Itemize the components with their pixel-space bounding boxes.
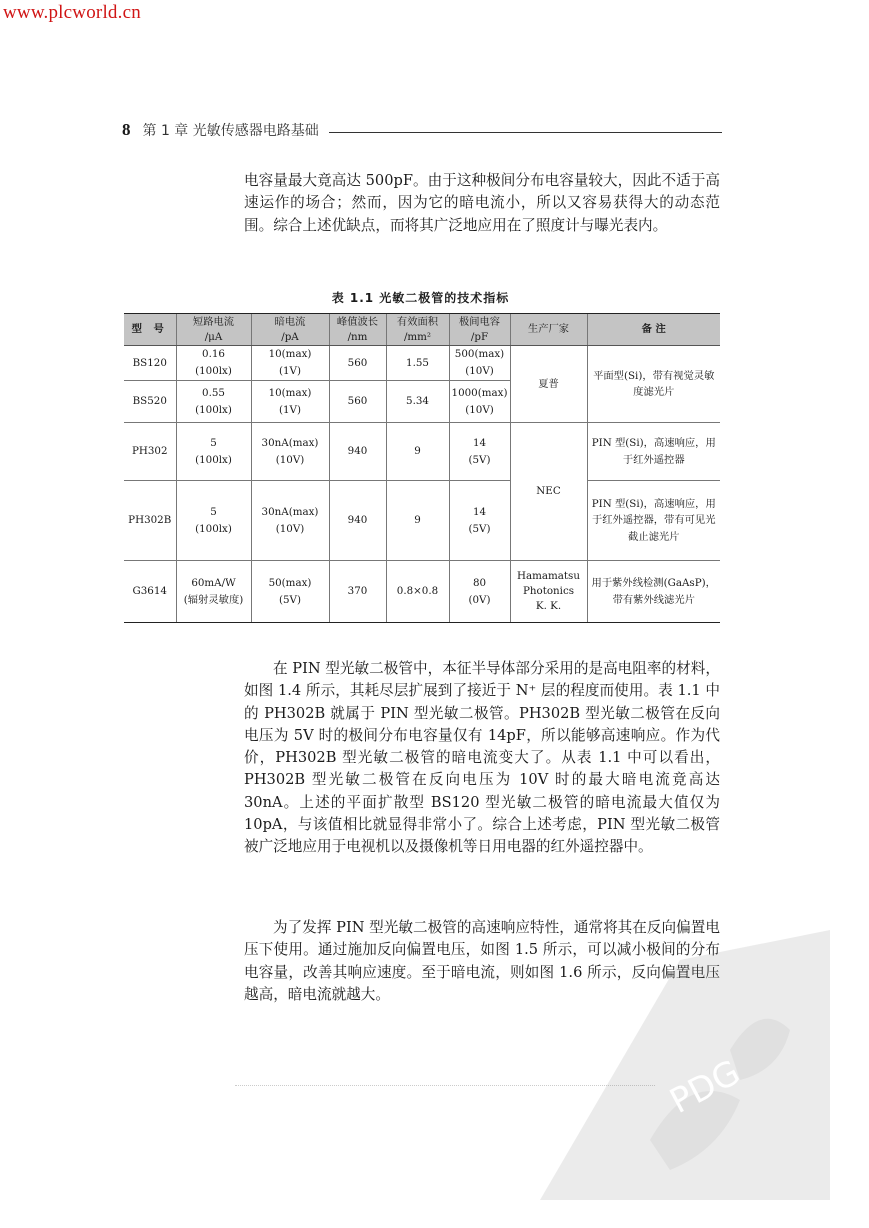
cell-capacitance: 500(max) (10V) [449, 346, 510, 381]
cell-model: BS120 [124, 346, 176, 381]
paragraph-2: 在 PIN 型光敏二极管中，本征半导体部分采用的是高电阻率的材料，如图 1.4 所示，其耗尽层扩展到了接近于 N⁺ 层的程度而使用。表 1.1 中的 PH302B 就属于 PIN 型光敏二极管。PH302B 型光敏二极管在反向电压为 5V 时的极间分布电容量仅有 14pF，所以能够高速响应。作为代价，PH302B 型光敏二极管的暗电流变大了。从表 1.1 中可以看出，PH302B 型光敏二极管在反向电压为 10V 时的最大暗电流竟高达 30nA。上述的平面扩散型 BS120 型光敏二极管的暗电流最大值仅为 10pA，与该值相比就显得非常小了。综合上述考虑，PIN 型光敏二极管被广泛地应用于电视机以及摄像机等日用电器的红外遥控器中。 [244, 660, 720, 856]
header-notes: 备 注 [587, 314, 720, 346]
cell-capacitance: 14 (5V) [449, 423, 510, 481]
header-model: 型 号 [124, 314, 176, 346]
cell-note: PIN 型(Si)，高速响应，用于红外遥控器 [587, 423, 720, 481]
cell-note: 平面型(Si)，带有视觉灵敏度滤光片 [587, 346, 720, 423]
cell-manufacturer: NEC [510, 423, 587, 561]
cell-area: 9 [386, 481, 449, 561]
cell-isc: 60mA/W (辐射灵敏度) [176, 561, 251, 623]
cell-model: PH302B [124, 481, 176, 561]
header-short-circuit-current: 短路电流 /μA [176, 314, 251, 346]
page-number: 8 [122, 120, 131, 139]
cell-note: PIN 型(Si)，高速响应，用于红外遥控器，带有可见光截止滤光片 [587, 481, 720, 561]
cell-peak: 560 [329, 346, 386, 381]
cell-manufacturer: 夏普 [510, 346, 587, 423]
cell-isc: 0.55 (100lx) [176, 381, 251, 423]
watermark-text: PDG [663, 1052, 747, 1122]
cell-idark: 30nA(max) (10V) [251, 481, 329, 561]
cell-isc: 5 (100lx) [176, 423, 251, 481]
header-manufacturer: 生产厂家 [510, 314, 587, 346]
header-rule [329, 132, 722, 133]
table-caption: 表 1.1 光敏二极管的技术指标 [331, 291, 510, 305]
cell-peak: 370 [329, 561, 386, 623]
table-header-row [124, 314, 720, 346]
cell-idark: 10(max) (1V) [251, 346, 329, 381]
cell-area: 0.8×0.8 [386, 561, 449, 623]
page-header [122, 118, 722, 142]
table-row [124, 423, 720, 481]
cell-area: 1.55 [386, 346, 449, 381]
cell-area: 9 [386, 423, 449, 481]
cell-peak: 940 [329, 481, 386, 561]
table-row [124, 561, 720, 623]
table-row [124, 481, 720, 561]
paragraph-1: 电容量最大竟高达 500pF。由于这种极间分布电容量较大，因此不适于高速运作的场合；然而，因为它的暗电流小，所以又容易获得大的动态范围。综合上述优缺点，而将其广泛地应用在了照度计与曝光表内。 [244, 172, 720, 234]
watermark-seal [500, 900, 830, 1200]
cell-note: 用于紫外线检测(GaAsP)，带有紫外线滤光片 [587, 561, 720, 623]
cell-peak: 940 [329, 423, 386, 481]
header-peak-wavelength: 峰值波长 /nm [329, 314, 386, 346]
cell-manufacturer: Hamamatsu Photonics K. K. [510, 561, 587, 623]
header-capacitance: 极间电容 /pF [449, 314, 510, 346]
header-effective-area: 有效面积 /mm² [386, 314, 449, 346]
cell-idark: 30nA(max) (10V) [251, 423, 329, 481]
cell-isc: 5 (100lx) [176, 481, 251, 561]
cell-model: G3614 [124, 561, 176, 623]
chapter-title: 第 1 章 光敏传感器电路基础 [142, 123, 319, 139]
cell-peak: 560 [329, 381, 386, 423]
cell-idark: 10(max) (1V) [251, 381, 329, 423]
cell-model: BS520 [124, 381, 176, 423]
cell-area: 5.34 [386, 381, 449, 423]
site-url[interactable]: www.plcworld.cn [3, 2, 141, 23]
cell-idark: 50(max) (5V) [251, 561, 329, 623]
cell-model: PH302 [124, 423, 176, 481]
cell-capacitance: 80 (0V) [449, 561, 510, 623]
photodiode-spec-table [124, 313, 720, 623]
cell-isc: 0.16 (100lx) [176, 346, 251, 381]
cell-capacitance: 14 (5V) [449, 481, 510, 561]
header-dark-current: 暗电流 /pA [251, 314, 329, 346]
cell-capacitance: 1000(max) (10V) [449, 381, 510, 423]
paragraph-3: 为了发挥 PIN 型光敏二极管的高速响应特性，通常将其在反向偏置电压下使用。通过施加反向偏置电压，如图 1.5 所示，可以减小极间的分布电容量，改善其响应速度。至于暗电流，则如图 1.6 所示，反向偏置电压越高，暗电流就越大。 [244, 919, 720, 1003]
table-row [124, 346, 720, 381]
